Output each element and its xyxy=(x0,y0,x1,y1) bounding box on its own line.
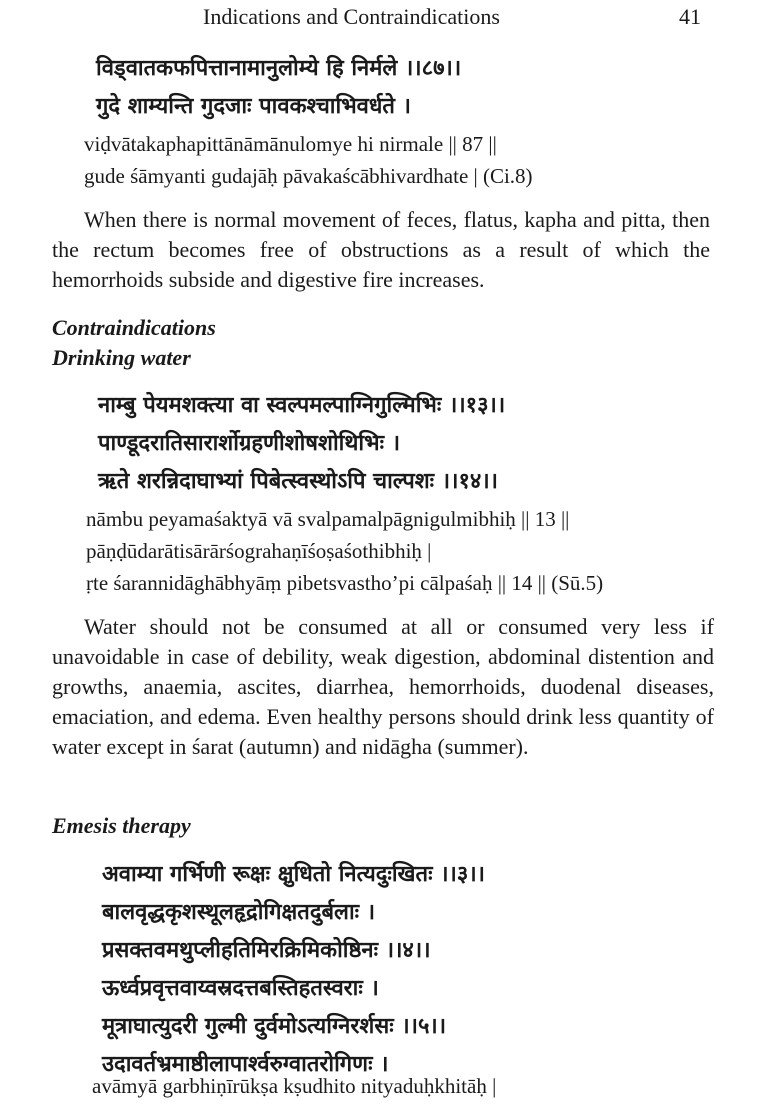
devanagari-line: गुदे शाम्यन्ति गुदजाः पावकश्चाभिवर्धते । xyxy=(96,94,411,119)
sanskrit-verse-13-14 xyxy=(98,387,505,501)
devanagari-line: नाम्बु पेयमशक्त्या वा स्वल्पमल्पाग्निगुल्मिभिः ।।१३।। xyxy=(98,393,506,418)
section-heading: Emesis therapy xyxy=(52,813,191,838)
transliteration-verse-13-14 xyxy=(86,503,603,599)
transliteration-line: pāṇḍūdarātisārārśograhaṇīśoṣaśothibhiḥ | xyxy=(86,539,432,563)
section-heading: Contraindications xyxy=(52,315,216,340)
transliteration-verse-87 xyxy=(84,128,533,192)
transliteration-verse-3 xyxy=(92,1070,496,1102)
sanskrit-verse-87 xyxy=(96,50,461,126)
sanskrit-verse-3-5 xyxy=(102,856,485,1084)
devanagari-line: अवाम्या गर्भिणी रूक्षः क्षुधितो नित्यदुःखितः ।।३।। xyxy=(102,862,485,887)
devanagari-line: पाण्डूदरातिसारार्शोग्रहणीशोषशोथिभिः । xyxy=(98,431,401,456)
devanagari-line: विड्वातकफपित्तानामानुलोम्ये हि निर्मले ।।८७।। xyxy=(96,56,462,81)
running-header: Indications and Contraindications xyxy=(203,4,500,29)
devanagari-line: ऋते शरन्निदाघाभ्यां पिबेत्स्वस्थोऽपि चाल्पशः ।।१४।। xyxy=(98,469,498,494)
devanagari-line: ऊर्ध्वप्रवृत्तवाय्वस्रदत्तबस्तिहतस्वराः । xyxy=(102,976,379,1001)
devanagari-line: प्रसक्तवमथुप्लीहतिमिरक्रिमिकोष्ठिनः ।।४।। xyxy=(102,938,431,963)
devanagari-line: मूत्राघात्युदरी गुल्मी दुर्वमोऽत्यग्निरर्शसः ।।५।। xyxy=(102,1014,447,1039)
devanagari-line: बालवृद्धकृशस्थूलहृद्रोगिक्षतदुर्बलाः । xyxy=(102,900,376,925)
page-number: 41 xyxy=(679,4,701,29)
transliteration-line: avāmyā garbhiṇīrūkṣa kṣudhito nityaduḥkhitāḥ | xyxy=(92,1074,497,1098)
transliteration-line: gude śāmyanti gudajāḥ pāvakaścābhivardhate | (Ci.8) xyxy=(84,164,533,188)
translation-paragraph: When there is normal movement of feces, flatus, kapha and pitta, then the rectum becomes free of obstructions as a result of which the hemorrhoids subside and digestive fire increases. xyxy=(52,207,710,292)
transliteration-line: ṛte śarannidāghābhyāṃ pibetsvastho’pi cālpaśaḥ || 14 || (Sū.5) xyxy=(86,571,604,595)
devanagari-line: उदावर्तभ्रमाष्ठीलापार्श्वरुग्वातरोगिणः । xyxy=(102,1052,389,1077)
transliteration-line: viḍvātakaphapittānāmānulomye hi nirmale || 87 || xyxy=(84,132,497,156)
transliteration-line: nāmbu peyamaśaktyā vā svalpamalpāgnigulmibhiḥ || 13 || xyxy=(86,507,570,531)
subsection-heading: Drinking water xyxy=(52,345,191,370)
translation-paragraph: Water should not be consumed at all or consumed very less if unavoidable in case of debility, weak digestion, abdominal distention and growths, anaemia, ascites, diarrhea, hemorrhoids, duodenal diseases, emaciation, and edema. Even healthy persons should drink less quantity of water except in śarat (autumn) and nidāgha (summer). xyxy=(52,614,714,759)
